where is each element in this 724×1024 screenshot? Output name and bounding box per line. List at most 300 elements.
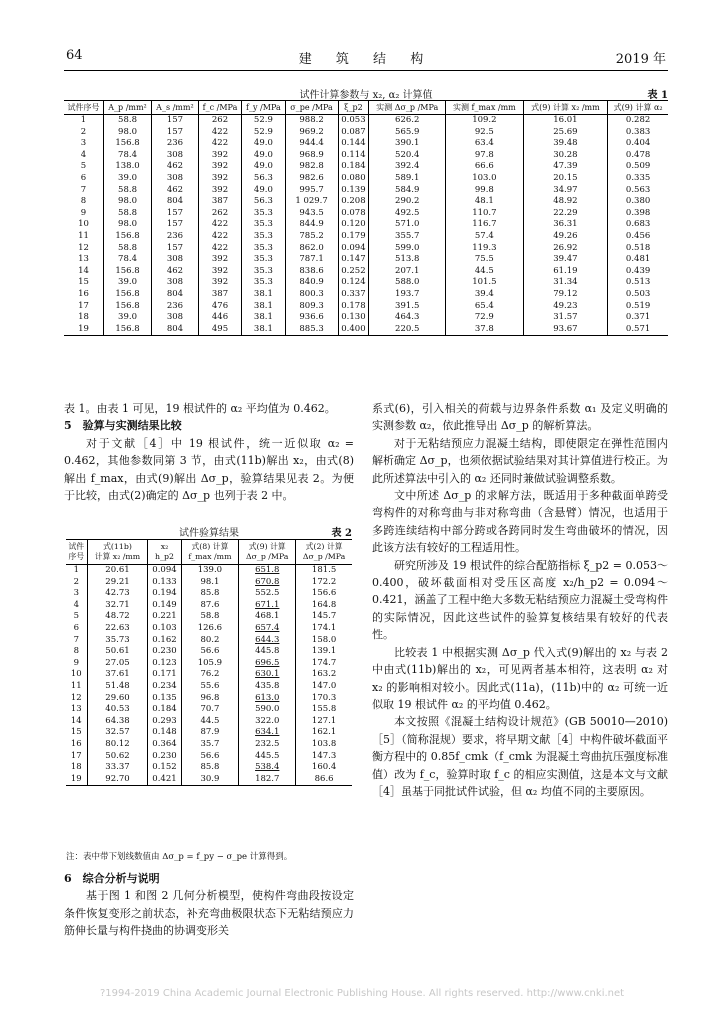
table2-header-cell: [66, 540, 87, 565]
right-para-4: 研究所涉及 19 根试件的综合配筋指标 ξ_p2 = 0.053～0.400，破坏截面相对受压区高度 x₂/h_p2 = 0.094～0.421，涵盖了工程中绝大多数无粘结预应力混凝土受弯构件的实际情况，因此这些试件的验算复核结果有较好的代表性。: [372, 558, 668, 642]
table-cell: 139.0: [181, 565, 239, 577]
table-cell: 3: [73, 588, 79, 599]
table-cell: 116.7: [446, 219, 524, 231]
table-row: [64, 219, 668, 231]
table-cell: 982.8: [285, 161, 338, 173]
table-cell: [239, 623, 296, 635]
table-cell: 885.3: [285, 324, 338, 336]
table-cell: 982.6: [285, 173, 338, 185]
table-cell: 78.4: [104, 254, 152, 266]
table-cell: 520.4: [369, 150, 446, 162]
copyright-footer: ?1994-2019 China Academic Journal Electronic Publishing House. All rights reserved. http://www.cnki.net: [99, 988, 625, 999]
table-cell: 322.0: [239, 716, 296, 728]
table2-header-line: Δσ_p /MPa: [302, 552, 346, 561]
table-cell: 72.9: [446, 312, 524, 324]
table-cell: 804: [152, 324, 199, 336]
table-row: [66, 774, 352, 786]
table-cell: 0.519: [608, 301, 668, 313]
table-row: [64, 324, 668, 336]
table-cell: 0.478: [608, 150, 668, 162]
table-cell: 20.61: [87, 565, 148, 577]
table-cell: 98.0: [104, 219, 152, 231]
table-cell: 14: [70, 715, 82, 726]
table-cell: 584.9: [369, 185, 446, 197]
table-cell: 79.12: [523, 289, 608, 301]
table-cell: 32.71: [87, 600, 148, 612]
table-cell: 0.139: [338, 185, 369, 197]
table-cell: 193.7: [369, 289, 446, 301]
header-rule: [64, 70, 668, 71]
table-cell: 0.230: [148, 751, 181, 763]
table-cell: 392: [198, 254, 241, 266]
table-cell: 809.3: [285, 301, 338, 313]
table-cell: 590.0: [239, 704, 296, 716]
underlined-value: 671.1: [255, 599, 280, 610]
right-para-1: 系式(6)，引入相关的荷载与边界条件系数 α₁ 及定义明确的实测参数 α₂，依此推导出 Δσ_p 的解析算法。: [372, 402, 668, 433]
table1-header-cell: 式(9) 计算 x₂ /mm: [523, 101, 608, 115]
table-cell: 0.456: [608, 231, 668, 243]
table-cell: 422: [198, 243, 241, 255]
table-cell: 35.3: [242, 208, 285, 220]
table-cell: 6: [73, 622, 79, 633]
table-cell: 39.0: [104, 277, 152, 289]
table-cell: 0.184: [148, 704, 181, 716]
table-cell: 37.8: [446, 324, 524, 336]
table-cell: 11: [78, 230, 89, 241]
table-cell: 468.1: [239, 611, 296, 623]
table-cell: 162.1: [296, 727, 352, 739]
table-cell: 308: [152, 312, 199, 324]
table-cell: 0.103: [148, 623, 181, 635]
table-cell: 0.230: [148, 646, 181, 658]
table-cell: 29.21: [87, 577, 148, 589]
table-cell: 7: [80, 184, 87, 195]
table-row: [66, 646, 352, 658]
table-cell: 38.1: [242, 312, 285, 324]
table-cell: 0.221: [148, 611, 181, 623]
table-cell: 98.0: [104, 196, 152, 208]
table-cell: 0.133: [148, 577, 181, 589]
table-cell: [239, 565, 296, 577]
table-cell: 840.9: [285, 277, 338, 289]
table1-title: 试件计算参数与 x₂, α₂ 计算值: [299, 90, 433, 101]
table-cell: 0.078: [338, 208, 369, 220]
table-cell: 38.1: [242, 324, 285, 336]
underlined-value: 630.1: [255, 669, 280, 680]
table-cell: 56.6: [181, 646, 239, 658]
table-cell: 50.61: [87, 646, 148, 658]
table-row: [64, 150, 668, 162]
table-cell: 36.31: [523, 219, 608, 231]
left-para-3: 基于图 1 和图 2 几何分析模型，使构件弯曲段按设定条件恢复变形之前状态，补充弯曲极限状态下无粘结预应力筋伸长量与构件挠曲的协调变形关: [64, 889, 354, 938]
table-cell: 156.8: [104, 301, 152, 313]
table-cell: 126.6: [181, 623, 239, 635]
table-cell: 22.63: [87, 623, 148, 635]
table-cell: 476: [198, 301, 241, 313]
table-cell: 0.208: [338, 196, 369, 208]
table-cell: 6: [80, 172, 87, 183]
table-cell: 988.2: [285, 115, 338, 127]
table-cell: 0.400: [338, 324, 369, 336]
table-cell: 495: [198, 324, 241, 336]
table-cell: 968.9: [285, 150, 338, 162]
table-cell: 11: [70, 680, 82, 691]
table-cell: 105.9: [181, 658, 239, 670]
table-cell: 55.6: [181, 681, 239, 693]
table-cell: 0.563: [608, 185, 668, 197]
right-para-2: 对于无粘结预应力混凝土结构，即使限定在弹性范围内解析确定 Δσ_p，也须依据试验结果对其计算值进行校正。为此所述算法中引入的 α₂ 还同时兼做试验调整系数。: [372, 436, 668, 485]
table-cell: 85.8: [181, 762, 239, 774]
table-cell: 49.26: [523, 231, 608, 243]
table1-number: 表 1: [647, 90, 668, 101]
table-cell: 862.0: [285, 243, 338, 255]
table-row: [66, 751, 352, 763]
table-cell: 66.6: [446, 161, 524, 173]
table-cell: 156.8: [104, 324, 152, 336]
table-row: [64, 185, 668, 197]
table-cell: 31.57: [523, 312, 608, 324]
table-cell: 22.29: [523, 208, 608, 220]
table1-header-cell: 实测 Δσ_p /MPa: [369, 101, 446, 115]
table-row: [66, 635, 352, 647]
table-cell: 27.05: [87, 658, 148, 670]
table-cell: 51.48: [87, 681, 148, 693]
table-cell: 49.0: [242, 150, 285, 162]
table-cell: 35.3: [242, 277, 285, 289]
table2-header-cell: [296, 540, 352, 565]
table-cell: 0.371: [608, 312, 668, 324]
right-column: [372, 400, 668, 800]
table-cell: 35.3: [242, 231, 285, 243]
table1-header-row: [64, 101, 668, 115]
table-cell: 3: [80, 138, 87, 149]
table-cell: 64.38: [87, 716, 148, 728]
table-cell: 38.1: [242, 301, 285, 313]
table1: [64, 100, 668, 336]
journal-title: 建 筑 结 构: [298, 52, 434, 67]
table-cell: 944.4: [285, 138, 338, 150]
table-cell: 236: [152, 231, 199, 243]
table-cell: [239, 693, 296, 705]
table-cell: 65.4: [446, 301, 524, 313]
table-cell: 98.0: [104, 127, 152, 139]
left-column-top: [64, 400, 354, 504]
table-cell: 52.9: [242, 127, 285, 139]
right-para-3: 文中所述 Δσ_p 的求解方法，既适用于多种截面单跨受弯构件的对称弯曲与非对称弯曲（含悬臂）情况，也适用于多跨连续结构中部分跨或各跨同时发生弯曲破坏的情况，因此该方法有较好的工程适用性。: [372, 489, 668, 555]
table-cell: 446: [198, 312, 241, 324]
table-cell: 160.4: [296, 762, 352, 774]
table-cell: 17: [78, 300, 89, 311]
table-cell: 52.9: [242, 115, 285, 127]
table-cell: 804: [152, 289, 199, 301]
table-cell: 422: [198, 231, 241, 243]
table-cell: 157: [152, 243, 199, 255]
table-row: [64, 208, 668, 220]
table-cell: 75.5: [446, 254, 524, 266]
table-cell: 422: [198, 219, 241, 231]
table-cell: 25.69: [523, 127, 608, 139]
table-row: [66, 565, 352, 577]
table-cell: 61.19: [523, 266, 608, 278]
table-cell: 462: [152, 185, 199, 197]
table-cell: 172.2: [296, 577, 352, 589]
table-cell: 13: [78, 254, 89, 265]
table-cell: 17: [70, 750, 82, 761]
table-cell: 156.8: [104, 138, 152, 150]
table-cell: 35.3: [242, 219, 285, 231]
table-cell: 14: [78, 265, 89, 276]
left-para-1: 表 1。由表 1 可见，19 根试件的 α₂ 平均值为 0.462。: [64, 402, 336, 415]
table-cell: 392: [198, 277, 241, 289]
table-cell: 513.8: [369, 254, 446, 266]
table-cell: 0.509: [608, 161, 668, 173]
table-cell: 4: [80, 149, 87, 160]
table-cell: 157: [152, 208, 199, 220]
table-cell: 236: [152, 138, 199, 150]
table-row: [66, 693, 352, 705]
table-cell: 16: [70, 738, 82, 749]
table-cell: 58.8: [104, 208, 152, 220]
table-cell: 0.147: [338, 254, 369, 266]
table-cell: 119.3: [446, 243, 524, 255]
table2-header-cell: [239, 540, 296, 565]
table-cell: 170.3: [296, 693, 352, 705]
table-cell: 1: [73, 565, 79, 575]
table-cell: 462: [152, 266, 199, 278]
table2-header-line: h_p2: [155, 552, 174, 561]
table-cell: 56.6: [181, 751, 239, 763]
table-row: [64, 161, 668, 173]
table-cell: 93.67: [523, 324, 608, 336]
table-cell: 0.503: [608, 289, 668, 301]
table-cell: 8: [80, 196, 87, 207]
table-cell: 0.094: [148, 565, 181, 577]
table-cell: 127.1: [296, 716, 352, 728]
table-cell: 599.0: [369, 243, 446, 255]
table-cell: 18: [78, 312, 89, 323]
table-cell: 49.23: [523, 301, 608, 313]
table-cell: 5: [73, 611, 79, 622]
journal-year: 2019 年: [615, 52, 666, 67]
table-cell: 96.8: [181, 693, 239, 705]
table2-header-line: 试件: [68, 542, 85, 551]
table-cell: 5: [80, 161, 87, 172]
table-cell: 207.1: [369, 266, 446, 278]
table-row: [66, 716, 352, 728]
table-row: [64, 301, 668, 313]
table-cell: [239, 577, 296, 589]
table2-title: 试件验算结果: [179, 528, 239, 539]
table-cell: 0.383: [608, 127, 668, 139]
table-cell: 220.5: [369, 324, 446, 336]
table-cell: 262: [198, 115, 241, 127]
table-cell: 387: [198, 196, 241, 208]
table-cell: 181.5: [296, 565, 352, 577]
table-cell: 92.70: [87, 774, 148, 786]
table2-header-cell: [148, 540, 181, 565]
table-row: [64, 277, 668, 289]
table-cell: 26.92: [523, 243, 608, 255]
table-row: [66, 588, 352, 600]
table-cell: 308: [152, 277, 199, 289]
table-cell: 63.4: [446, 138, 524, 150]
table-row: [66, 600, 352, 612]
table-cell: 49.0: [242, 185, 285, 197]
table-cell: 422: [198, 127, 241, 139]
table1-caption: [64, 86, 668, 100]
table-row: [66, 623, 352, 635]
table-cell: 462: [152, 161, 199, 173]
table-cell: 163.2: [296, 669, 352, 681]
table-cell: 103.0: [446, 173, 524, 185]
table-cell: 157: [152, 127, 199, 139]
table-cell: 804: [152, 196, 199, 208]
table-row: [64, 231, 668, 243]
table-cell: 18: [70, 762, 82, 773]
table-cell: 290.2: [369, 196, 446, 208]
table-cell: 262: [198, 208, 241, 220]
table-cell: 552.5: [239, 588, 296, 600]
table-cell: 15: [70, 727, 82, 738]
table-cell: 565.9: [369, 127, 446, 139]
table-cell: 16: [78, 288, 89, 299]
table-row: [66, 658, 352, 670]
table2-header-line: 式(11b): [103, 542, 132, 551]
table-cell: 42.73: [87, 588, 148, 600]
underlined-value: 644.3: [255, 634, 280, 645]
table-cell: 492.5: [369, 208, 446, 220]
table-cell: 391.5: [369, 301, 446, 313]
table-cell: 44.5: [446, 266, 524, 278]
table-cell: 390.1: [369, 138, 446, 150]
table-cell: 103.8: [296, 739, 352, 751]
table-row: [66, 577, 352, 589]
table2-header-row: [66, 540, 352, 565]
table-cell: 392: [198, 150, 241, 162]
table2-header-line: x₂: [160, 542, 169, 551]
table1-header-cell: f_c /MPa: [198, 101, 241, 115]
table-row: [66, 762, 352, 774]
table-cell: 0.439: [608, 266, 668, 278]
table2-header-line: 计算 x₂ /mm: [94, 552, 141, 561]
table-cell: 308: [152, 150, 199, 162]
table-cell: 101.5: [446, 277, 524, 289]
table2-header-line: 式(2) 计算: [305, 542, 343, 551]
table-cell: 156.8: [104, 266, 152, 278]
table-cell: [239, 669, 296, 681]
table-cell: 589.1: [369, 173, 446, 185]
table-row: [66, 727, 352, 739]
table-cell: 936.6: [285, 312, 338, 324]
table-cell: 232.5: [239, 739, 296, 751]
table-cell: 39.47: [523, 254, 608, 266]
table-cell: 58.8: [104, 185, 152, 197]
table-cell: 110.7: [446, 208, 524, 220]
left-column-bottom: [64, 870, 354, 940]
table-cell: 157: [152, 115, 199, 127]
table-cell: 787.1: [285, 254, 338, 266]
table-cell: 0.683: [608, 219, 668, 231]
table-cell: 9: [80, 207, 87, 218]
table-cell: 80.2: [181, 635, 239, 647]
table-cell: 35.73: [87, 635, 148, 647]
table-cell: 156.8: [104, 231, 152, 243]
table-cell: 626.2: [369, 115, 446, 127]
right-para-6: 本文按照《混凝土结构设计规范》(GB 50010—2010)［5］（简称混规）要求，将早期文献［4］中构件破坏截面平衡方程中的 0.85f_cmk（f_cmk 为混凝土弯曲抗压强度标准值）改为 f_c，验算时取 f_c 的相应实测值，这是本文与文献［4］虽基于同批试件试验，但 α₂ 均值不同的主要原因。: [372, 715, 668, 798]
table1-header-cell: σ_pe /MPa: [285, 101, 338, 115]
page-number: 64: [66, 48, 83, 63]
table-cell: 16.01: [523, 115, 608, 127]
table-cell: 39.48: [523, 138, 608, 150]
table2-header-cell: [181, 540, 239, 565]
table-cell: 0.234: [148, 681, 181, 693]
table-cell: 158.0: [296, 635, 352, 647]
table-cell: 19: [64, 324, 104, 336]
underlined-value: 634.1: [255, 727, 280, 738]
table-cell: 49.0: [242, 161, 285, 173]
table-cell: 87.9: [181, 727, 239, 739]
table-cell: 99.8: [446, 185, 524, 197]
table-cell: 145.7: [296, 611, 352, 623]
table2-header-line: Δσ_p /MPa: [245, 552, 289, 561]
table-cell: 58.8: [104, 243, 152, 255]
table-cell: 78.4: [104, 150, 152, 162]
table-cell: 0.087: [338, 127, 369, 139]
table-cell: 182.7: [239, 774, 296, 786]
table-cell: 138.0: [104, 161, 152, 173]
table-cell: 445.5: [239, 751, 296, 763]
table-cell: 48.1: [446, 196, 524, 208]
table-cell: 174.1: [296, 623, 352, 635]
table1-header-cell: f_y /MPa: [242, 101, 285, 115]
table-cell: 147.0: [296, 681, 352, 693]
table-cell: 56.3: [242, 196, 285, 208]
table-cell: 12: [78, 242, 89, 253]
right-para-5: 比较表 1 中根据实测 Δσ_p 代入式(9)解出的 x₂ 与表 2 中由式(11b)解出的 x₂，可见两者基本相符，这表明 α₂ 对 x₂ 的影响相对较小。因此式(11a)，(11b)中的 α₂ 可统一近似取 19 根试件 α₂ 的平均值 0.462。: [372, 645, 668, 711]
table-cell: 1: [80, 115, 87, 125]
table-cell: 155.8: [296, 704, 352, 716]
table-cell: 4: [73, 599, 79, 610]
table-cell: 35.3: [242, 243, 285, 255]
table-row: [64, 243, 668, 255]
table-cell: 0.335: [608, 173, 668, 185]
table-cell: 0.053: [338, 115, 369, 127]
table-cell: 39.4: [446, 289, 524, 301]
table-cell: 0.293: [148, 716, 181, 728]
table-cell: 464.3: [369, 312, 446, 324]
table-cell: 86.6: [296, 774, 352, 786]
table-cell: 58.8: [181, 611, 239, 623]
table-cell: 157: [152, 219, 199, 231]
table-cell: 30.9: [181, 774, 239, 786]
table-cell: 995.7: [285, 185, 338, 197]
table-cell: [239, 635, 296, 647]
table-cell: 0.513: [608, 277, 668, 289]
table-cell: 0.571: [608, 324, 668, 336]
table-cell: 0.184: [338, 161, 369, 173]
table-cell: 387: [198, 289, 241, 301]
underlined-value: 657.4: [255, 622, 280, 633]
table-row: [64, 196, 668, 208]
table1-header-cell: 试件序号: [64, 101, 104, 115]
page-header: [66, 48, 666, 68]
table-cell: 0.252: [338, 266, 369, 278]
table-cell: 44.5: [181, 716, 239, 728]
table-cell: 0.194: [148, 588, 181, 600]
table-cell: 0.398: [608, 208, 668, 220]
underlined-value: 651.8: [255, 565, 280, 575]
table-cell: 969.2: [285, 127, 338, 139]
